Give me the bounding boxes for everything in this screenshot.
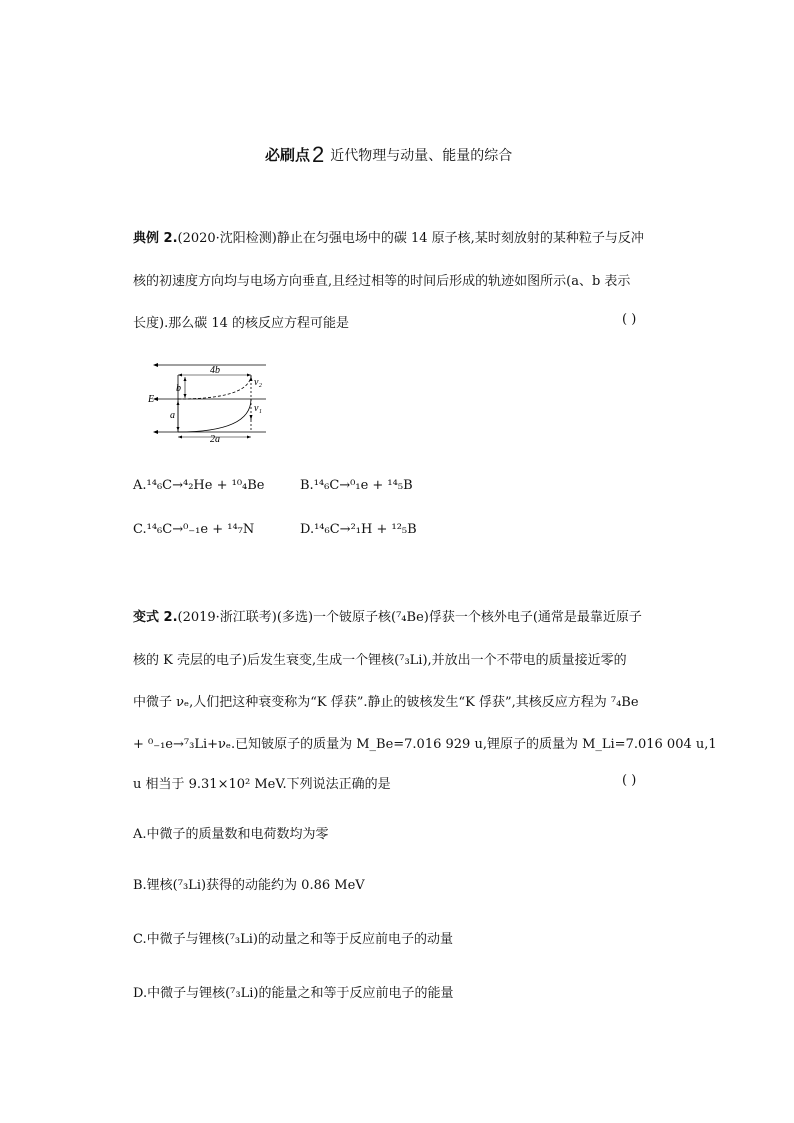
variant-option-c[interactable]: C.中微子与锂核(⁷₃Li)的动量之和等于反应前电子的动量	[133, 932, 453, 947]
example-line-3: 长度).那么碳 14 的核反应方程可能是	[133, 316, 350, 331]
title-text: 近代物理与动量、能量的综合	[330, 148, 513, 164]
label-b: b	[176, 383, 181, 394]
example-option-a[interactable]: A.¹⁴₆C→⁴₂He + ¹⁰₄Be	[133, 478, 265, 493]
variant-label: 变式 2.	[133, 610, 178, 625]
variant-line-1: 变式 2.(2019·浙江联考)(多选)一个铍原子核(⁷₄Be)俘获一个核外电子(通常是最靠近原子	[133, 610, 642, 625]
example-option-b[interactable]: B.¹⁴₆C→⁰₁e + ¹⁴₅B	[300, 478, 413, 493]
section-title	[265, 142, 512, 168]
example-line-2: 核的初速度方向均与电场方向垂直,且经过相等的时间后形成的轨迹如图所示(a、b 表示	[133, 274, 631, 289]
answer-paren-2: ( )	[622, 773, 637, 788]
label-v1: v₁	[254, 403, 262, 414]
example-option-c[interactable]: C.¹⁴₆C→⁰₋₁e + ¹⁴₇N	[133, 522, 255, 537]
answer-paren-1: ( )	[622, 312, 637, 327]
label-E: E	[148, 394, 155, 405]
example-line-1: 典例 2.(2020·沈阳检测)静止在匀强电场中的碳 14 原子核,某时刻放射的某种粒子与反冲	[133, 231, 644, 246]
label-2a: 2a	[210, 434, 220, 442]
variant-line-4: + ⁰₋₁e→⁷₃Li+νₑ.已知铍原子的质量为 M_Be=7.016 929 u,锂原子的质量为 M_Li=7.016 004 u,1	[133, 737, 717, 752]
title-prefix: 必刷点	[265, 146, 311, 164]
title-number: 2	[312, 142, 325, 167]
variant-line-5: u 相当于 9.31×10² MeV.下列说法正确的是	[133, 777, 391, 792]
trajectory-figure	[148, 360, 273, 442]
example-option-d[interactable]: D.¹⁴₆C→²₁H + ¹²₅B	[300, 522, 417, 537]
label-v2: v₂	[254, 377, 262, 388]
variant-option-a[interactable]: A.中微子的质量数和电荷数均为零	[133, 827, 329, 842]
variant-line-3: 中微子 νₑ,人们把这种衰变称为“K 俘获”.静止的铍核发生“K 俘获”,其核反应方程为 ⁷₄Be	[133, 695, 639, 710]
label-4b: 4b	[210, 365, 220, 376]
label-a: a	[170, 410, 175, 421]
example-label: 典例 2.	[133, 231, 178, 246]
variant-option-b[interactable]: B.锂核(⁷₃Li)获得的动能约为 0.86 MeV	[133, 878, 365, 893]
variant-line-2: 核的 K 壳层的电子)后发生衰变,生成一个锂核(⁷₃Li),并放出一个不带电的质量接近零的	[133, 653, 627, 668]
variant-option-d[interactable]: D.中微子与锂核(⁷₃Li)的能量之和等于反应前电子的能量	[133, 986, 454, 1001]
